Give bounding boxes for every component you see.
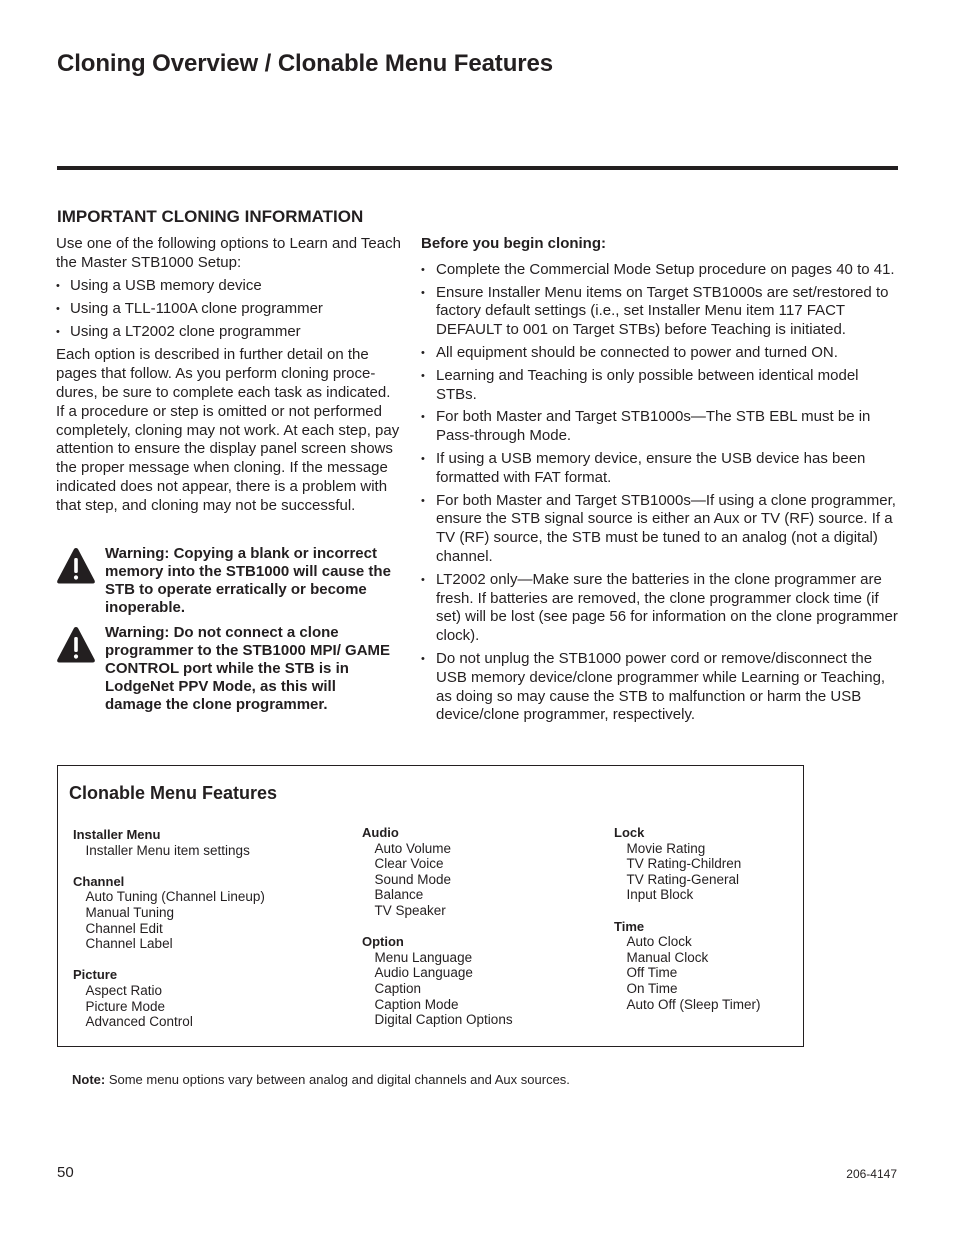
warning-text: Warning: Copying a blank or incorrect memory into the STB1000 will cause the STB to operate erratically or become inoperable. bbox=[105, 545, 391, 616]
warning-block bbox=[56, 545, 396, 617]
left-column bbox=[56, 235, 402, 520]
group-item: Caption bbox=[374, 980, 422, 996]
right-column bbox=[421, 235, 901, 730]
list-item: • Using a TLL-1100A clone programmer bbox=[56, 300, 402, 319]
group-item: Movie Rating bbox=[626, 840, 706, 856]
list-item: • If using a USB memory device, ensure the USB device has been formatted with FAT format. bbox=[421, 450, 901, 488]
group-heading: Audio bbox=[362, 825, 399, 840]
group-item: Advanced Control bbox=[85, 1014, 193, 1030]
group-heading: Installer Menu bbox=[73, 827, 161, 842]
note-label: Note: bbox=[72, 1072, 106, 1087]
features-column-2 bbox=[362, 825, 513, 1043]
group-item: Balance bbox=[374, 887, 424, 903]
warning-block bbox=[56, 624, 396, 714]
description-paragraph: Each option is described in further detail on the pages that follow. As you perform cloning procedures, be sure to complete each task as indicated. If a procedure or step is omitted or not performed completely, cloning may not work. At each step, pay attention to ensure the display panel screen shows the proper message when cloning. If the message indicated does not appear, there is a problem with that step, and cloning may not be successful. bbox=[56, 346, 400, 514]
note-text: Some menu options vary between analog and digital channels and Aux sources. bbox=[105, 1072, 570, 1087]
group-heading: Time bbox=[614, 918, 645, 934]
group-heading: Channel bbox=[73, 873, 125, 889]
group-item: Caption Mode bbox=[374, 996, 459, 1012]
note bbox=[72, 1072, 570, 1087]
group-item: Input Block bbox=[626, 887, 694, 903]
list-item: • All equipment should be connected to power and turned ON. bbox=[421, 344, 901, 363]
section-heading: IMPORTANT CLONING INFORMATION bbox=[57, 207, 364, 226]
list-item: • For both Master and Target STB1000s—If using a clone programmer, ensure the STB signal source is either an Aux or TV (RF) source. If a TV (RF) source, the STB must be tuned to an analog (not a digital) channel. bbox=[421, 492, 901, 567]
group-item: Channel Edit bbox=[85, 920, 163, 936]
features-column-3 bbox=[614, 825, 761, 1028]
list-item: • Do not unplug the STB1000 power cord or remove/disconnect the USB memory device/clone programmer while Learning or Teaching, as doing so may cause the STB to malfunction or harm the USB device/clone programmer, respectively. bbox=[421, 650, 901, 725]
feature-group-lock bbox=[614, 825, 761, 903]
list-item: • Ensure Installer Menu items on Target STB1000s are set/restored to factory default settings (i.e., set Installer Menu item 117 FACT DEFAULT to 001 on Target STBs) before Teaching is initiated. bbox=[421, 284, 901, 340]
group-item: Sound Mode bbox=[374, 871, 452, 887]
group-item: Audio Language bbox=[374, 965, 473, 981]
group-item: Auto Clock bbox=[626, 934, 692, 950]
group-item: TV Rating-General bbox=[626, 871, 740, 887]
feature-group-option bbox=[362, 934, 513, 1028]
page-title: Cloning Overview / Clonable Menu Features bbox=[57, 50, 553, 77]
document-number: 206-4147 bbox=[846, 1167, 897, 1181]
group-item: Picture Mode bbox=[85, 998, 166, 1014]
list-item: • Using a USB memory device bbox=[56, 277, 402, 296]
feature-group-time bbox=[614, 919, 761, 1013]
features-column-1 bbox=[73, 827, 265, 1045]
warning-icon bbox=[56, 547, 96, 585]
options-list bbox=[56, 277, 402, 342]
group-item: TV Speaker bbox=[374, 902, 446, 918]
group-item: Manual Tuning bbox=[85, 904, 175, 920]
group-item: Clear Voice bbox=[374, 856, 444, 872]
feature-group-audio bbox=[362, 825, 513, 919]
before-cloning-heading: Before you begin cloning: bbox=[421, 235, 607, 252]
group-item: On Time bbox=[626, 980, 678, 996]
group-item: Auto Tuning (Channel Lineup) bbox=[85, 889, 265, 905]
group-item: Off Time bbox=[626, 965, 678, 981]
feature-group-installer-menu bbox=[73, 827, 265, 858]
group-item: Aspect Ratio bbox=[85, 982, 163, 998]
group-item: Manual Clock bbox=[626, 949, 709, 965]
group-item: Auto Off (Sleep Timer) bbox=[626, 996, 761, 1012]
features-title: Clonable Menu Features bbox=[69, 783, 278, 803]
list-item: • LT2002 only—Make sure the batteries in the clone programmer are fresh. If batteries are removed, the clone programmer clock time (if set) will be lost (see page 56 for information on the clone programmer clock). bbox=[421, 571, 901, 646]
group-item: Menu Language bbox=[374, 949, 473, 965]
group-heading: Lock bbox=[614, 825, 645, 840]
list-item: • Using a LT2002 clone programmer bbox=[56, 323, 402, 342]
intro-paragraph: Use one of the following options to Learn and Teach the Master STB1000 Setup: bbox=[56, 235, 401, 271]
list-item: • For both Master and Target STB1000s—The STB EBL must be in Pass-through Mode. bbox=[421, 408, 901, 446]
warning-icon bbox=[56, 626, 96, 664]
list-item: • Learning and Teaching is only possible between identical model STBs. bbox=[421, 367, 901, 405]
before-cloning-list bbox=[421, 261, 901, 725]
feature-group-picture bbox=[73, 967, 265, 1029]
warning-text: Warning: Do not connect a clone programmer to the STB1000 MPI/ GAME CONTROL port while the STB is in LodgeNet PPV Mode, as this will damage the clone programmer. bbox=[105, 624, 391, 713]
warnings bbox=[56, 545, 396, 720]
group-item: Channel Label bbox=[85, 936, 173, 952]
feature-group-channel bbox=[73, 874, 265, 952]
group-item: Digital Caption Options bbox=[374, 1012, 513, 1028]
group-item: Auto Volume bbox=[374, 840, 452, 856]
group-item: Installer Menu item settings bbox=[85, 842, 250, 858]
group-heading: Picture bbox=[73, 967, 118, 983]
group-heading: Option bbox=[362, 934, 404, 950]
list-item: • Complete the Commercial Mode Setup procedure on pages 40 to 41. bbox=[421, 261, 901, 280]
clonable-features-box bbox=[57, 765, 804, 1047]
group-item: TV Rating-Children bbox=[626, 856, 742, 872]
page-number: 50 bbox=[57, 1164, 74, 1181]
title-divider bbox=[57, 166, 898, 170]
